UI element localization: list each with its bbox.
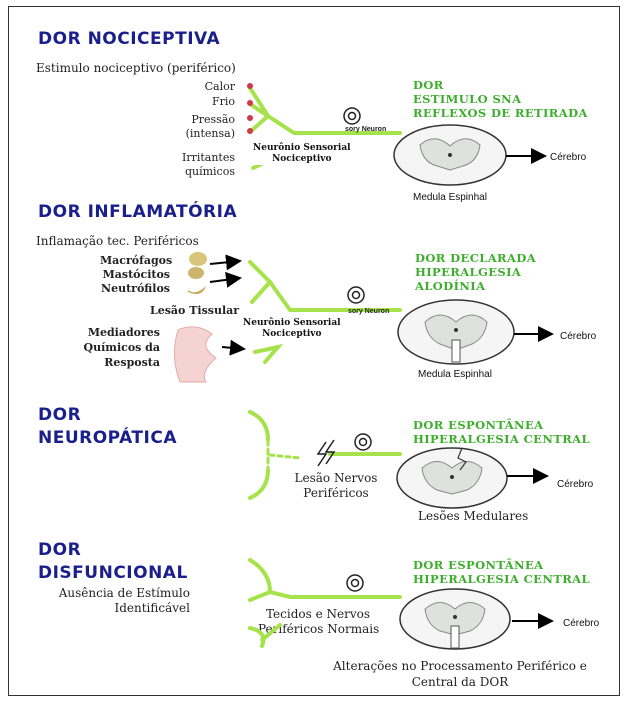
inflammation-heading: Inflamação tec. Periféricos <box>36 234 199 248</box>
nociceptive-neuron-soma-icon <box>344 108 360 124</box>
nociceptive-effect-1: DOR <box>413 78 444 92</box>
nociceptive-effect-3: REFLEXOS DE RETIRADA <box>413 106 588 120</box>
cell-mast: Mastócitos <box>102 268 170 281</box>
dysfunctional-effect-1: DOR ESPONTÂNEA <box>413 558 544 572</box>
nociceptive-brain-label: Cérebro <box>550 152 587 163</box>
cell-neutrophils: Neutrófilos <box>101 282 170 295</box>
inflammatory-effect-3: ALODÍNIA <box>415 279 486 293</box>
dysfunctional-effect-2: HIPERALGESIA CENTRAL <box>413 572 590 586</box>
neuropathic-spinal-cord-icon <box>397 448 507 508</box>
stimulus-heading: Estimulo nociceptivo (periférico) <box>36 61 236 75</box>
neuron-label-line-2: Nociceptivo <box>272 154 332 164</box>
neuropathic-title-2: NEUROPÁTICA <box>38 428 177 448</box>
nerve-lesion-1: Lesão Nervos <box>294 471 378 485</box>
nociceptive-spinal-cord-icon <box>394 125 506 185</box>
inflammatory-spinal-label: Medula Espinhal <box>418 369 492 380</box>
neuropathic-neuron-soma-icon <box>355 434 371 450</box>
stimulus-heat: Calor <box>204 80 235 93</box>
mediator-arrow <box>222 347 244 349</box>
nociceptive-neuron-tag: sory Neuron <box>345 126 387 133</box>
neuropathic-title-1: DOR <box>38 405 82 425</box>
stimulus-cold: Frio <box>211 95 235 108</box>
neuropathic-effect-1: DOR ESPONTÂNEA <box>413 418 544 432</box>
normal-tissues-2: Periféricos Normais <box>258 622 380 636</box>
inflammatory-effect-2: HIPERALGESIA <box>415 265 522 279</box>
inflammatory-spinal-cord-icon <box>398 300 514 364</box>
neuron-label-line-1: Neurônio Sensorial <box>253 143 351 153</box>
inflammatory-neuron-tag: sory Neuron <box>348 308 390 315</box>
cell-macrophages: Macrófagos <box>100 254 173 267</box>
stimulus-chemical: Irritantes <box>181 151 235 164</box>
processing-change-2: Central da DOR <box>411 675 509 689</box>
nerve-lesion-2: Periféricos <box>303 486 369 500</box>
dysfunctional-nerve <box>250 560 400 646</box>
mediator-tissue-icon <box>174 327 216 382</box>
dysfunctional-spinal-cord-icon <box>400 589 510 649</box>
macrophage-arrow <box>210 261 240 264</box>
stimulus-pressure-intense: (intensa) <box>185 127 235 140</box>
spinal-lesion-label: Lesões Medulares <box>418 509 529 523</box>
no-stimulus-1: Ausência de Estímulo <box>58 586 190 600</box>
neutrophil-arrow <box>210 278 240 282</box>
neuron-label-line-1: Neurônio Sensorial <box>243 318 341 328</box>
inflammatory-neuron-label <box>243 318 341 340</box>
nociceptive-title: DOR NOCICEPTIVA <box>38 29 221 49</box>
dysfunctional-neuron-soma-icon <box>347 575 363 591</box>
mediators-1: Mediadores <box>87 326 160 339</box>
tissue-lesion-label: Lesão Tissular <box>150 304 240 317</box>
dysfunctional-title-2: DISFUNCIONAL <box>38 563 188 583</box>
mediators-3: Resposta <box>104 356 160 369</box>
neuron-label-line-2: Nociceptivo <box>262 329 322 339</box>
dysfunctional-title-1: DOR <box>38 540 82 560</box>
neuropathic-effect-2: HIPERALGESIA CENTRAL <box>413 432 590 446</box>
neuropathic-brain-label: Cérebro <box>557 479 594 490</box>
inflammatory-title: DOR INFLAMATÓRIA <box>38 202 238 222</box>
inflammatory-cells-icon <box>188 252 207 294</box>
nociceptive-effect-2: ESTIMULO SNA <box>413 92 522 106</box>
inflammatory-effect-1: DOR DECLARADA <box>415 251 537 265</box>
processing-change-1: Alterações no Processamento Periférico e <box>333 659 587 673</box>
nociceptive-neuron-label <box>253 143 351 165</box>
inflammatory-brain-label: Cérebro <box>560 331 597 342</box>
stimulus-pressure: Pressão <box>191 113 235 126</box>
normal-tissues-1: Tecidos e Nervos <box>265 607 371 621</box>
stimulus-chemical-2: químicos <box>184 165 235 178</box>
no-stimulus-2: Identificável <box>114 601 190 615</box>
mediators-2: Químicos da <box>83 341 160 354</box>
inflammatory-neuron-soma-icon <box>348 287 364 303</box>
dysfunctional-brain-label: Cérebro <box>563 618 600 629</box>
nociceptive-spinal-label: Medula Espinhal <box>413 192 487 203</box>
